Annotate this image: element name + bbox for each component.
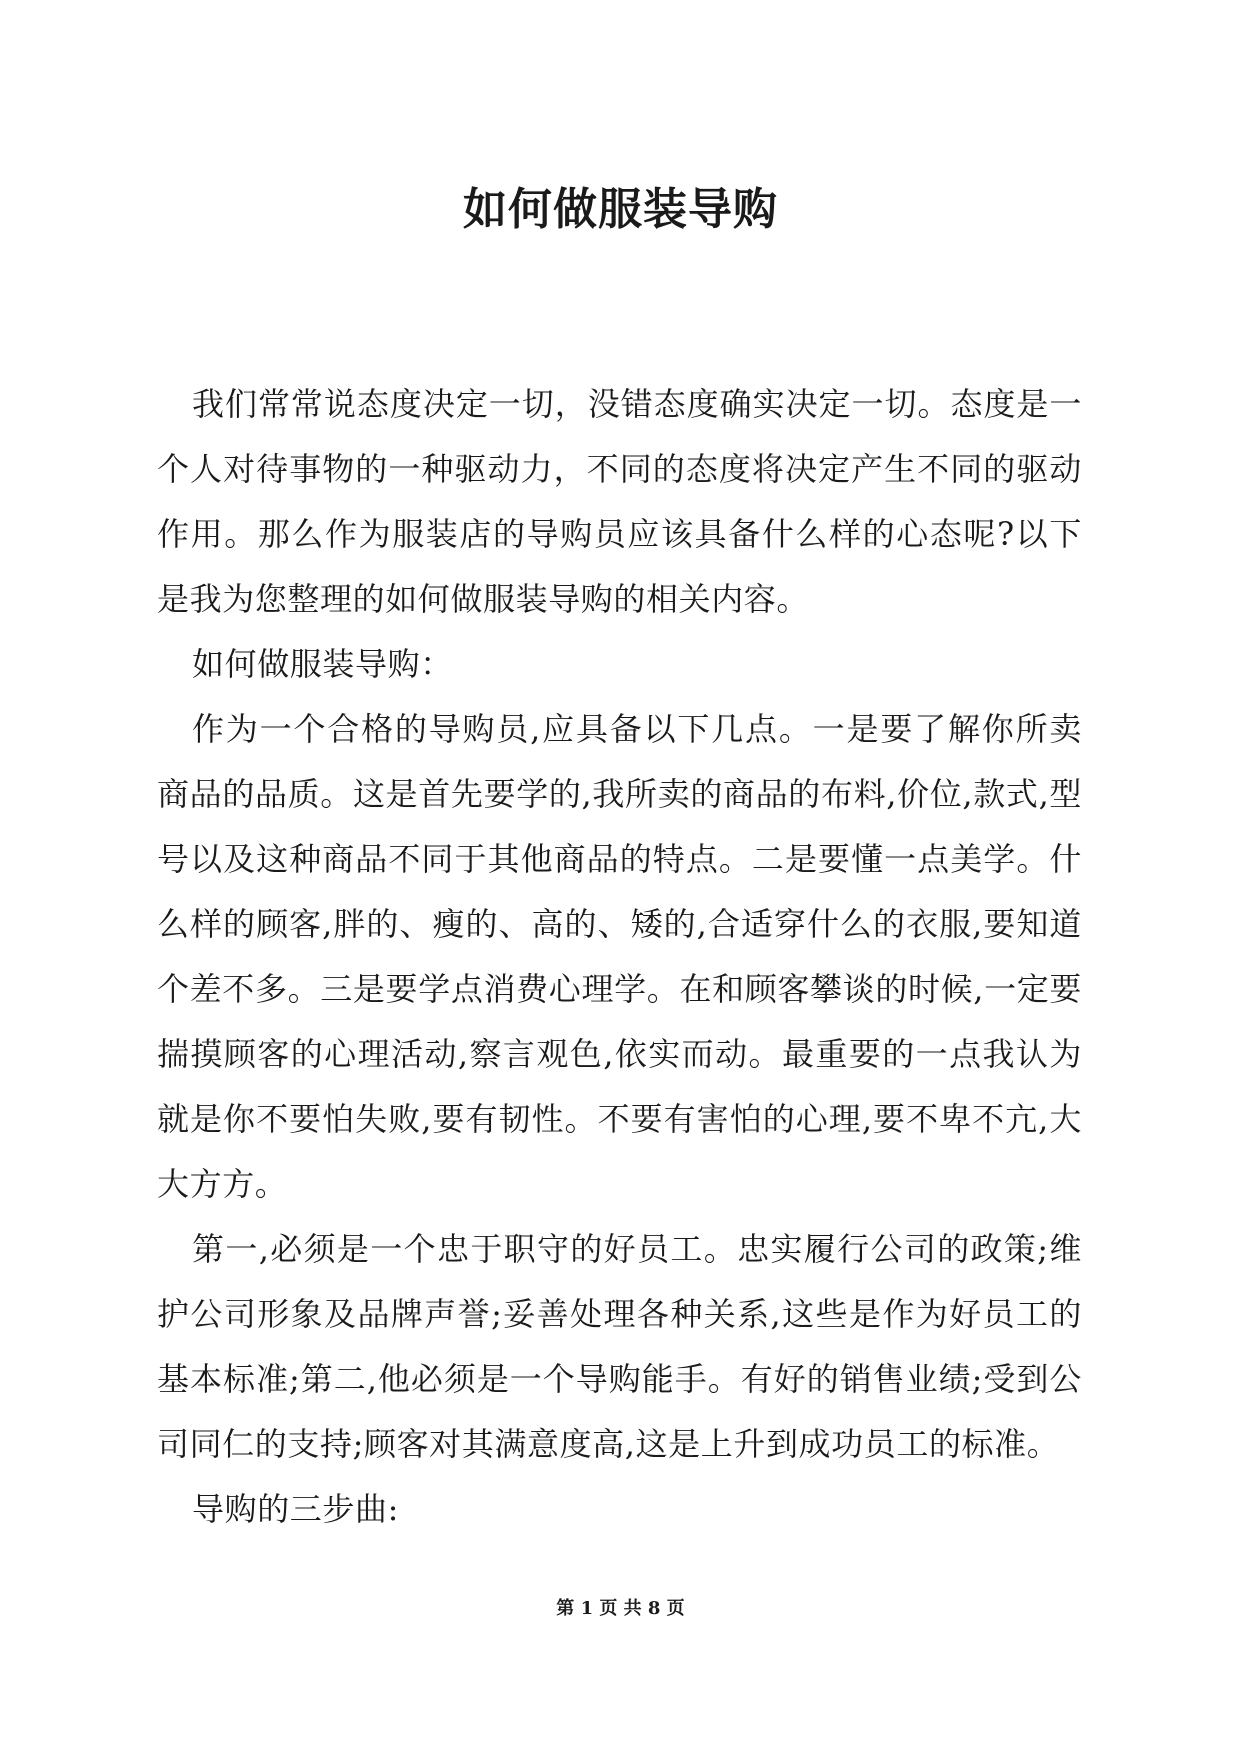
paragraph-qualifications: 作为一个合格的导购员,应具备以下几点。一是要了解你所卖商品的品质。这是首先要学的,我所卖的商品的布料,价位,款式,型号以及这种商品不同于其他商品的特点。二是要懂一点美学。什么样的顾客,胖的、瘦的、高的、矮的,合适穿什么的衣服,要知道个差不多。三是要学点消费心理学。在和顾客攀谈的时候,一定要揣摸顾客的心理活动,察言观色,依实而动。最重要的一点我认为就是你不要怕失败,要有韧性。不要有害怕的心理,要不卑不亢,大大方方。 xyxy=(157,710,1082,1203)
paragraph-heading-how-to: 如何做服装导购： xyxy=(192,645,453,683)
document-title: 如何做服装导购 xyxy=(463,184,778,235)
paragraph-three-steps-heading: 导购的三步曲: xyxy=(192,1490,399,1528)
document-body xyxy=(157,372,1082,1542)
paragraph-intro: 我们常常说态度决定一切，没错态度确实决定一切。态度是一个人对待事物的一种驱动力，不同的态度将决定产生不同的驱动作用。那么作为服装店的导购员应该具备什么样的心态呢?以下是我为您整理的如何做服装导购的相关内容。 xyxy=(157,385,1082,618)
paragraph-standards: 第一,必须是一个忠于职守的好员工。忠实履行公司的政策;维护公司形象及品牌声誉;妥善处理各种关系,这些是作为好员工的基本标准;第二,他必须是一个导购能手。有好的销售业绩;受到公司同仁的支持;顾客对其满意度高,这是上升到成功员工的标准。 xyxy=(157,1230,1082,1463)
page-number-footer: 第 1 页 共 8 页 xyxy=(556,1598,685,1619)
